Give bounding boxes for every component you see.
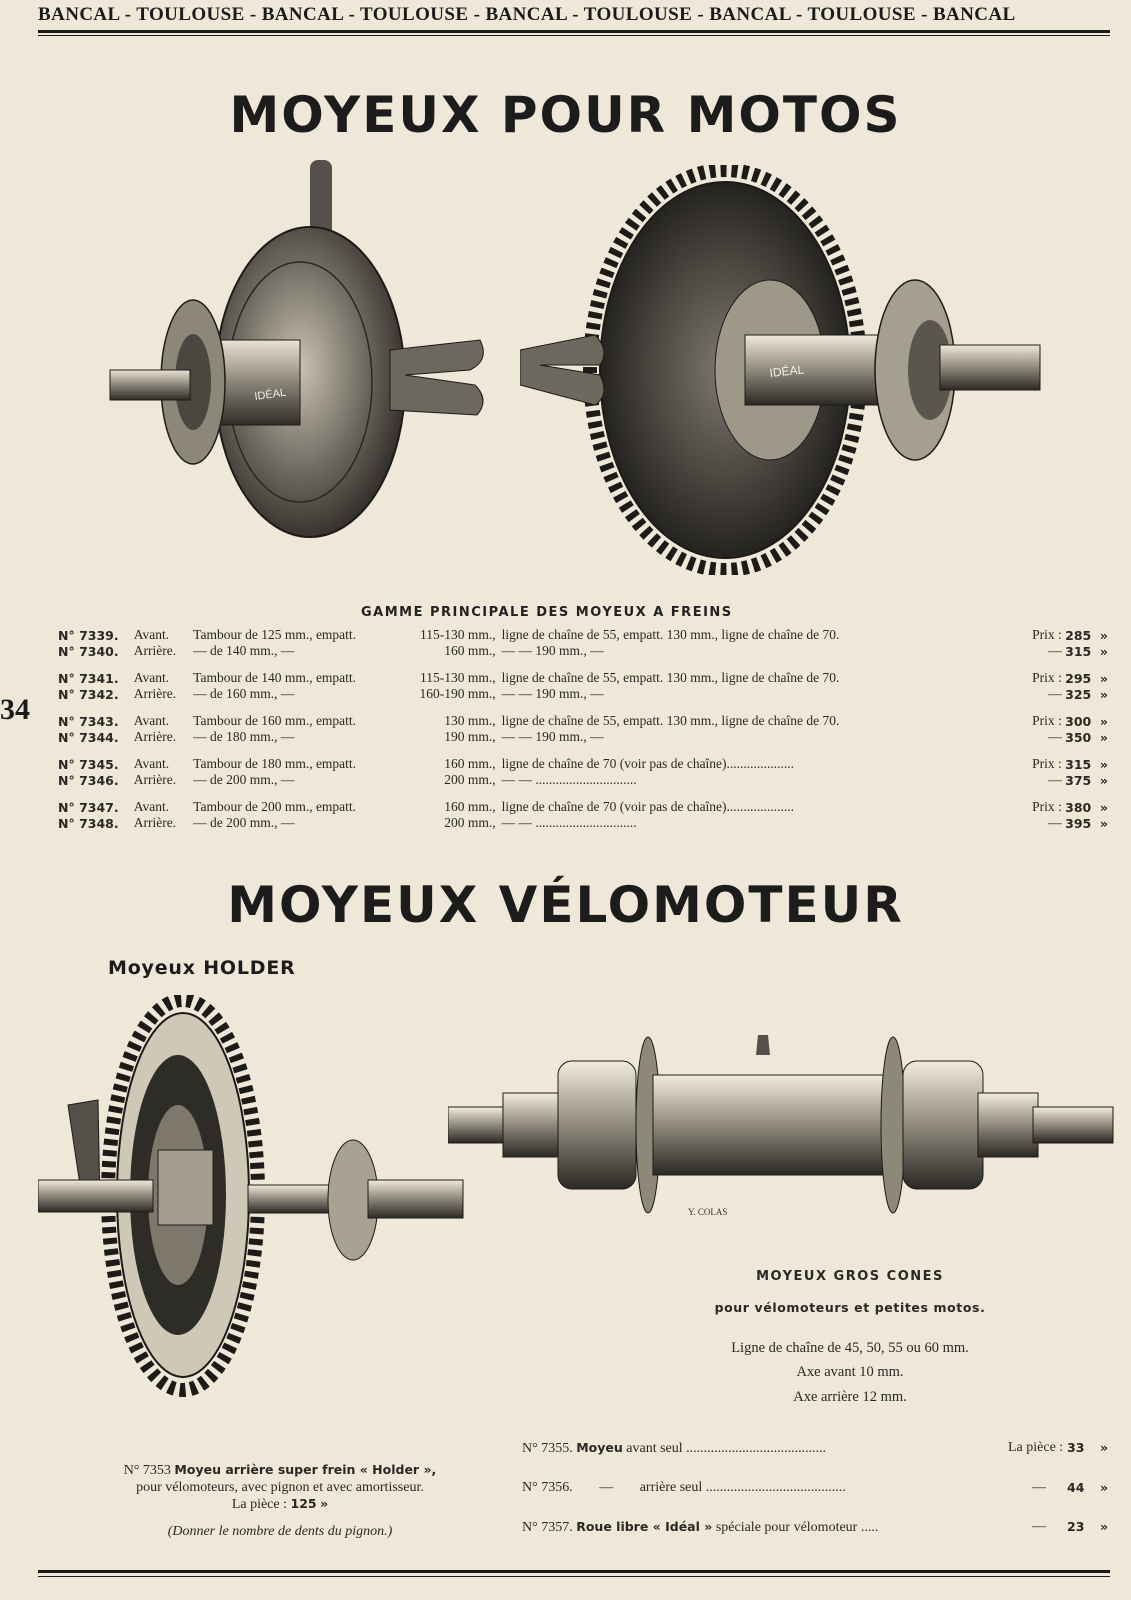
item-drum: Tambour de 180 mm., empatt. [193,756,357,771]
price-label: — [1032,1480,1046,1495]
item-number: N° 7357. [522,1520,573,1535]
price-unit: » [320,1496,329,1511]
item-desc: avant seul ........................................ [626,1441,827,1456]
holder-item-desc: pour vélomoteurs, avec pignon et avec amortisseur. [136,1480,424,1495]
item-empatt: 200 mm., [444,772,496,787]
item-price: 395 [1065,815,1092,831]
price-unit: » [1100,1440,1109,1455]
table-row [58,799,1108,815]
item-name: Roue libre « Idéal » [576,1519,713,1534]
cones-subheading: pour vélomoteurs et petites motos. [714,1300,986,1315]
price-unit: » [1099,756,1108,772]
item-empatt: 115-130 mm., [420,670,496,685]
item-price: 325 [1065,686,1092,702]
item-number: N° 7344. [58,729,119,745]
price-label: Prix : [1032,756,1062,771]
item-empatt: 160 mm., [444,756,496,771]
item-position: Arrière. [133,772,177,787]
table-row [58,643,1108,659]
item-number: N° 7355. [522,1441,573,1456]
item-chain: — — 190 mm., — [501,729,604,744]
item-chain: — — .............................. [501,772,637,787]
cones-rear-axle: Axe arrière 12 mm. [793,1389,907,1405]
price-unit: » [1099,799,1108,815]
item-chain: ligne de chaîne de 70 (voir pas de chaîne).................... [501,799,795,814]
holder-heading: Moyeux HOLDER [108,957,296,979]
price-unit: » [1099,772,1108,788]
engraver-signature: Y. COLAS [688,1207,728,1217]
item-drum: Tambour de 200 mm., empatt. [193,799,357,814]
rear-sprocket-hub-illustration [520,165,1060,575]
item-number: N° 7353 [123,1463,171,1478]
item-position: Avant. [133,756,170,771]
price-unit: » [1099,729,1108,745]
page-number: 34 [0,693,30,726]
holder-item-title [40,1462,520,1479]
holder-item-price-line [40,1496,520,1513]
item-position: Arrière. [133,729,177,744]
brake-hub-price-table [58,627,1108,831]
item-position: Avant. [133,627,170,642]
item-drum: — de 140 mm., — [193,643,295,658]
price-unit: » [1099,815,1108,831]
cones-heading: MOYEUX GROS CONES [756,1269,944,1284]
price-label: Prix : [1032,713,1062,728]
item-empatt: 160 mm., [444,799,496,814]
price-label: Prix : [1032,799,1062,814]
item-chain: — — 190 mm., — [501,643,604,658]
item-chain: ligne de chaîne de 55, empatt. 130 mm., ligne de chaîne de 70. [501,713,840,728]
item-drum: Tambour de 160 mm., empatt. [193,713,357,728]
item-price: 315 [1065,756,1092,772]
list-item [522,1440,1112,1457]
price-label: Prix : [1032,627,1062,642]
item-price: 350 [1065,729,1092,745]
header-rule-thin [38,35,1110,36]
item-chain: — — .............................. [501,815,637,830]
item-number: N° 7341. [58,670,119,686]
price-label: La pièce : [1008,1440,1064,1455]
item-empatt: 190 mm., [444,729,496,744]
item-drum: Tambour de 125 mm., empatt. [193,627,357,642]
price-label: — [1048,686,1062,701]
cones-chain-line: Ligne de chaîne de 45, 50, 55 ou 60 mm. [731,1340,969,1356]
item-price: 33 [1067,1440,1085,1455]
price-unit: » [1099,713,1108,729]
item-position: Avant. [133,713,170,728]
item-chain: ligne de chaîne de 55, empatt. 130 mm., ligne de chaîne de 70. [501,670,840,685]
item-desc: arrière seul ........................................ [639,1480,846,1495]
table-row [58,670,1108,686]
item-drum: Tambour de 140 mm., empatt. [193,670,357,685]
price-unit: » [1099,627,1108,643]
item-drum: — de 200 mm., — [193,772,295,787]
section-title-motos: MOYEUX POUR MOTOS [229,86,902,144]
holder-item-note: (Donner le nombre de dents du pignon.) [167,1524,393,1539]
range-heading: GAMME PRINCIPALE DES MOYEUX A FREINS [361,605,733,620]
item-empatt: 160-190 mm., [419,686,496,701]
item-drum: — de 160 mm., — [193,686,295,701]
table-row [58,627,1108,643]
item-price: 380 [1065,799,1092,815]
price-label: — [1032,1519,1046,1534]
item-price: 285 [1065,627,1092,643]
item-empatt: 200 mm., [444,815,496,830]
gros-cones-hub-illustration [448,1035,1116,1225]
item-number: N° 7343. [58,713,119,729]
cones-front-axle: Axe avant 10 mm. [796,1364,904,1380]
item-price: 125 [290,1496,317,1511]
price-label: La pièce : [231,1497,287,1512]
price-unit: » [1099,643,1108,659]
list-item [522,1519,1112,1536]
price-label: Prix : [1032,670,1062,685]
item-position: Arrière. [133,815,177,830]
item-drum: — de 200 mm., — [193,815,295,830]
footer-rule [38,1570,1110,1573]
hub-brand-label: IDÉAL [253,386,287,403]
price-unit: » [1099,686,1108,702]
item-name: — [599,1480,614,1495]
section-title-velomoteur: MOYEUX VÉLOMOTEUR [227,876,904,934]
header-band: BANCAL - TOULOUSE - BANCAL - TOULOUSE - BANCAL - TOULOUSE - BANCAL - TOULOUSE - BANCAL [38,4,1016,25]
front-brake-hub-illustration [105,160,505,550]
item-price: 375 [1065,772,1092,788]
item-position: Arrière. [133,643,177,658]
price-unit: » [1099,670,1108,686]
item-empatt: 160 mm., [444,643,496,658]
item-price: 23 [1067,1519,1085,1534]
item-chain: ligne de chaîne de 70 (voir pas de chaîne).................... [501,756,795,771]
table-row [58,713,1108,729]
price-unit: » [1100,1519,1109,1534]
header-rule [38,30,1110,33]
item-drum: — de 180 mm., — [193,729,295,744]
item-desc: spéciale pour vélomoteur ..... [715,1520,879,1535]
item-position: Arrière. [133,686,177,701]
svg-text:IDÉAL: IDÉAL [768,362,805,380]
item-position: Avant. [133,799,170,814]
item-price: 315 [1065,643,1092,659]
footer-rule-thin [38,1576,1110,1577]
item-number: N° 7342. [58,686,119,702]
item-number: N° 7356. [522,1480,573,1495]
item-price: 300 [1065,713,1092,729]
table-row [58,815,1108,831]
item-name: Moyeu arrière super frein « Holder », [174,1462,437,1477]
item-chain: — — 190 mm., — [501,686,604,701]
item-number: N° 7339. [58,627,119,643]
table-row [58,772,1108,788]
item-price: 295 [1065,670,1092,686]
item-empatt: 115-130 mm., [420,627,496,642]
item-number: N° 7347. [58,799,119,815]
price-label: — [1048,815,1062,830]
item-position: Avant. [133,670,170,685]
item-price: 44 [1067,1480,1085,1495]
item-number: N° 7340. [58,643,119,659]
table-row [58,729,1108,745]
table-row [58,756,1108,772]
price-label: — [1048,772,1062,787]
item-name: Moyeu [576,1440,623,1455]
price-label: — [1048,643,1062,658]
table-row [58,686,1108,702]
item-number: N° 7345. [58,756,119,772]
item-chain: ligne de chaîne de 55, empatt. 130 mm., ligne de chaîne de 70. [501,627,840,642]
item-empatt: 130 mm., [444,713,496,728]
item-number: N° 7346. [58,772,119,788]
holder-hub-illustration [38,995,478,1435]
item-number: N° 7348. [58,815,119,831]
price-unit: » [1100,1480,1109,1495]
list-item [522,1480,1112,1496]
price-label: — [1048,729,1062,744]
